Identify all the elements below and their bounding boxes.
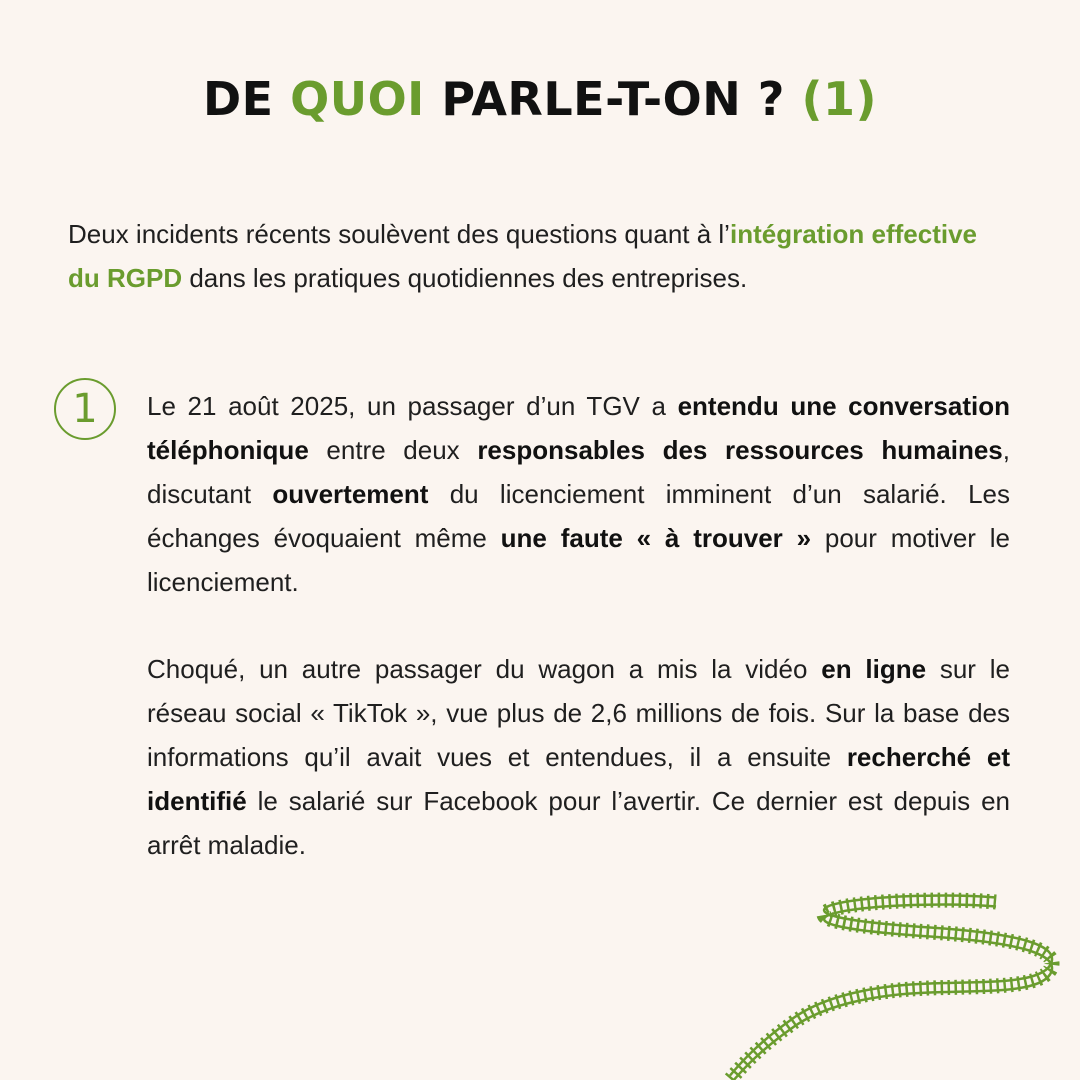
para1-text-1: Le 21 août 2025, un passager d’un TGV a [147,391,678,421]
para1-text-2: entre deux [308,435,478,465]
title-accent: QUOI [290,72,425,126]
incident-paragraph-2 [147,647,1010,867]
para2-text-2: sur le réseau social « TikTok », vue plus de 2,6 millions de fois. Sur la base des informations qu’il avait vues et entendues, il a ensuite [147,654,1010,772]
intro-text-2: dans les pratiques quotidiennes des entreprises. [182,263,748,293]
intro-paragraph [68,212,1008,300]
para1-text-4: du licenciement imminent d’un salarié. Les échanges évoquaient même [147,479,1010,553]
title-part2: PARLE-T-ON ? [424,72,802,126]
title-part1: DE [203,72,291,126]
intro-text-1: Deux incidents récents soulèvent des questions quant à l’ [68,219,730,249]
para2-bold-1: en ligne [821,654,927,684]
para2-text-1: Choqué, un autre passager du wagon a mis la vidéo [147,654,822,684]
para2-text-3: le salarié sur Facebook pour l’avertir. Ce dernier est depuis en arrêt maladie. [147,786,1010,860]
para1-bold-2: responsables des ressources humaines [477,435,1003,465]
page-title [0,72,1080,126]
para1-text-5: pour motiver le licenciement. [147,523,1011,597]
para1-bold-1: entendu une conversation téléphonique [147,391,1010,465]
para1-bold-3: ouvertement [272,479,429,509]
title-number: (1) [801,72,877,126]
number-badge [54,378,116,440]
railway-track-illustration [700,890,1080,1080]
para1-bold-4: une faute « à trouver » [500,523,812,553]
number-badge-label: 1 [72,386,98,432]
intro-highlight: intégration effective du RGPD [68,219,978,293]
para2-bold-2: recherché et identifié [147,742,1010,816]
para1-text-3: , discutant [147,435,1010,509]
incident-paragraph-1 [147,384,1010,604]
